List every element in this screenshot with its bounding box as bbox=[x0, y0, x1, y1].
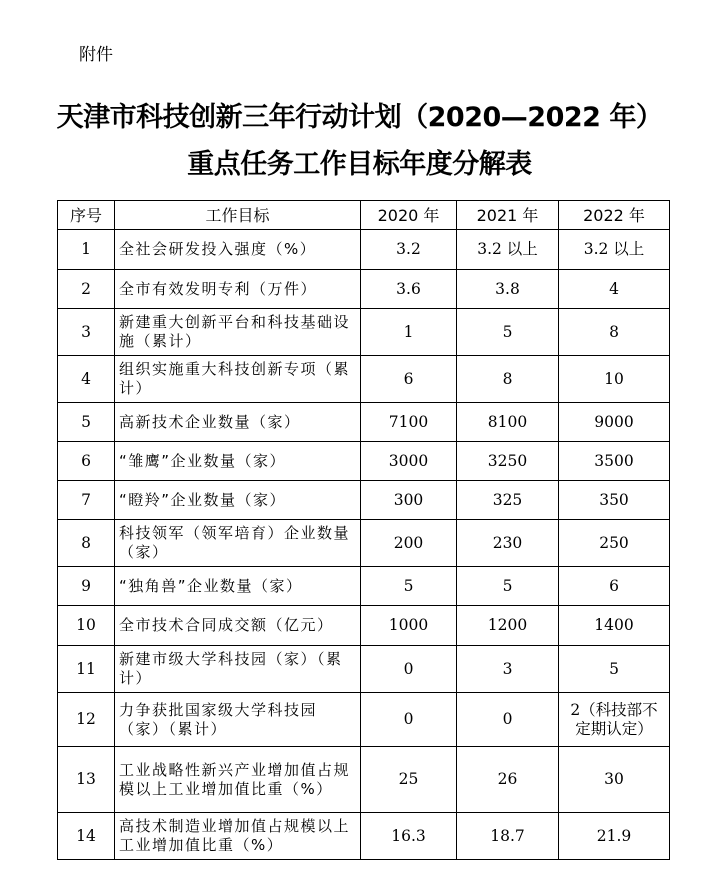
value-2020-cell: 16.3 bbox=[361, 813, 457, 860]
value-2021-cell: 3250 bbox=[457, 442, 559, 481]
value-2020-cell: 3000 bbox=[361, 442, 457, 481]
seq-cell: 9 bbox=[58, 567, 115, 606]
value-2020-cell: 3.2 bbox=[361, 230, 457, 270]
goal-cell: 工业战略性新兴产业增加值占规模以上工业增加值比重（%） bbox=[115, 747, 361, 813]
value-2022-cell: 350 bbox=[559, 481, 670, 520]
seq-cell: 12 bbox=[58, 693, 115, 747]
table-row bbox=[58, 309, 670, 356]
value-2021-cell: 8 bbox=[457, 356, 559, 403]
value-2022-cell: 9000 bbox=[559, 403, 670, 442]
goals-table bbox=[57, 200, 670, 860]
value-2022-cell: 250 bbox=[559, 520, 670, 567]
value-2022-cell: 2（科技部不定期认定） bbox=[559, 693, 670, 747]
seq-cell: 10 bbox=[58, 606, 115, 646]
value-2020-cell: 1 bbox=[361, 309, 457, 356]
goal-cell: 组织实施重大科技创新专项（累计） bbox=[115, 356, 361, 403]
goal-cell: 高新技术企业数量（家） bbox=[115, 403, 361, 442]
table-row bbox=[58, 520, 670, 567]
table-row bbox=[58, 646, 670, 693]
goal-cell: 全市技术合同成交额（亿元） bbox=[115, 606, 361, 646]
value-2021-cell: 1200 bbox=[457, 606, 559, 646]
value-2021-cell: 3 bbox=[457, 646, 559, 693]
table-row bbox=[58, 230, 670, 270]
value-2021-cell: 230 bbox=[457, 520, 559, 567]
table-row bbox=[58, 567, 670, 606]
table-row bbox=[58, 813, 670, 860]
column-header-seq: 序号 bbox=[58, 201, 115, 230]
seq-cell: 2 bbox=[58, 270, 115, 309]
value-2021-cell: 3.8 bbox=[457, 270, 559, 309]
value-2020-cell: 7100 bbox=[361, 403, 457, 442]
seq-cell: 8 bbox=[58, 520, 115, 567]
seq-cell: 1 bbox=[58, 230, 115, 270]
table-row bbox=[58, 606, 670, 646]
column-header-2022: 2022 年 bbox=[559, 201, 670, 230]
value-2022-cell: 4 bbox=[559, 270, 670, 309]
column-header-goal: 工作目标 bbox=[115, 201, 361, 230]
value-2020-cell: 300 bbox=[361, 481, 457, 520]
value-2021-cell: 5 bbox=[457, 309, 559, 356]
seq-cell: 4 bbox=[58, 356, 115, 403]
value-2021-cell: 5 bbox=[457, 567, 559, 606]
table-row bbox=[58, 270, 670, 309]
value-2022-cell: 5 bbox=[559, 646, 670, 693]
value-2022-cell: 8 bbox=[559, 309, 670, 356]
value-2020-cell: 6 bbox=[361, 356, 457, 403]
value-2020-cell: 200 bbox=[361, 520, 457, 567]
value-2021-cell: 325 bbox=[457, 481, 559, 520]
seq-cell: 7 bbox=[58, 481, 115, 520]
seq-cell: 6 bbox=[58, 442, 115, 481]
value-2022-cell: 3.2 以上 bbox=[559, 230, 670, 270]
value-2020-cell: 1000 bbox=[361, 606, 457, 646]
table-row bbox=[58, 481, 670, 520]
seq-cell: 13 bbox=[58, 747, 115, 813]
value-2020-cell: 0 bbox=[361, 646, 457, 693]
value-2022-cell: 21.9 bbox=[559, 813, 670, 860]
value-2020-cell: 25 bbox=[361, 747, 457, 813]
table-row bbox=[58, 403, 670, 442]
table-row bbox=[58, 356, 670, 403]
value-2020-cell: 5 bbox=[361, 567, 457, 606]
column-header-2020: 2020 年 bbox=[361, 201, 457, 230]
goal-cell: 科技领军（领军培育）企业数量（家） bbox=[115, 520, 361, 567]
table-body bbox=[58, 230, 670, 860]
column-header-2021: 2021 年 bbox=[457, 201, 559, 230]
value-2020-cell: 0 bbox=[361, 693, 457, 747]
goal-cell: 高技术制造业增加值占规模以上工业增加值比重（%） bbox=[115, 813, 361, 860]
goal-cell: 全市有效发明专利（万件） bbox=[115, 270, 361, 309]
table-row bbox=[58, 693, 670, 747]
value-2022-cell: 6 bbox=[559, 567, 670, 606]
value-2021-cell: 0 bbox=[457, 693, 559, 747]
goal-cell: 力争获批国家级大学科技园（家）（累计） bbox=[115, 693, 361, 747]
value-2022-cell: 30 bbox=[559, 747, 670, 813]
seq-cell: 5 bbox=[58, 403, 115, 442]
goal-cell: 新建市级大学科技园（家）（累计） bbox=[115, 646, 361, 693]
value-2021-cell: 8100 bbox=[457, 403, 559, 442]
value-2022-cell: 10 bbox=[559, 356, 670, 403]
header-row bbox=[58, 201, 670, 230]
value-2020-cell: 3.6 bbox=[361, 270, 457, 309]
table-row bbox=[58, 747, 670, 813]
seq-cell: 14 bbox=[58, 813, 115, 860]
value-2022-cell: 1400 bbox=[559, 606, 670, 646]
value-2021-cell: 26 bbox=[457, 747, 559, 813]
value-2021-cell: 3.2 以上 bbox=[457, 230, 559, 270]
table-row bbox=[58, 442, 670, 481]
goal-cell: 新建重大创新平台和科技基础设施（累计） bbox=[115, 309, 361, 356]
goal-cell: “雏鹰”企业数量（家） bbox=[115, 442, 361, 481]
seq-cell: 11 bbox=[58, 646, 115, 693]
goal-cell: 全社会研发投入强度（%） bbox=[115, 230, 361, 270]
goal-cell: “瞪羚”企业数量（家） bbox=[115, 481, 361, 520]
document-title: 天津市科技创新三年行动计划（2020—2022 年） bbox=[56, 102, 663, 133]
goal-cell: “独角兽”企业数量（家） bbox=[115, 567, 361, 606]
attachment-label: 附件 bbox=[79, 45, 113, 65]
seq-cell: 3 bbox=[58, 309, 115, 356]
value-2022-cell: 3500 bbox=[559, 442, 670, 481]
value-2021-cell: 18.7 bbox=[457, 813, 559, 860]
document-subtitle: 重点任务工作目标年度分解表 bbox=[187, 149, 532, 180]
